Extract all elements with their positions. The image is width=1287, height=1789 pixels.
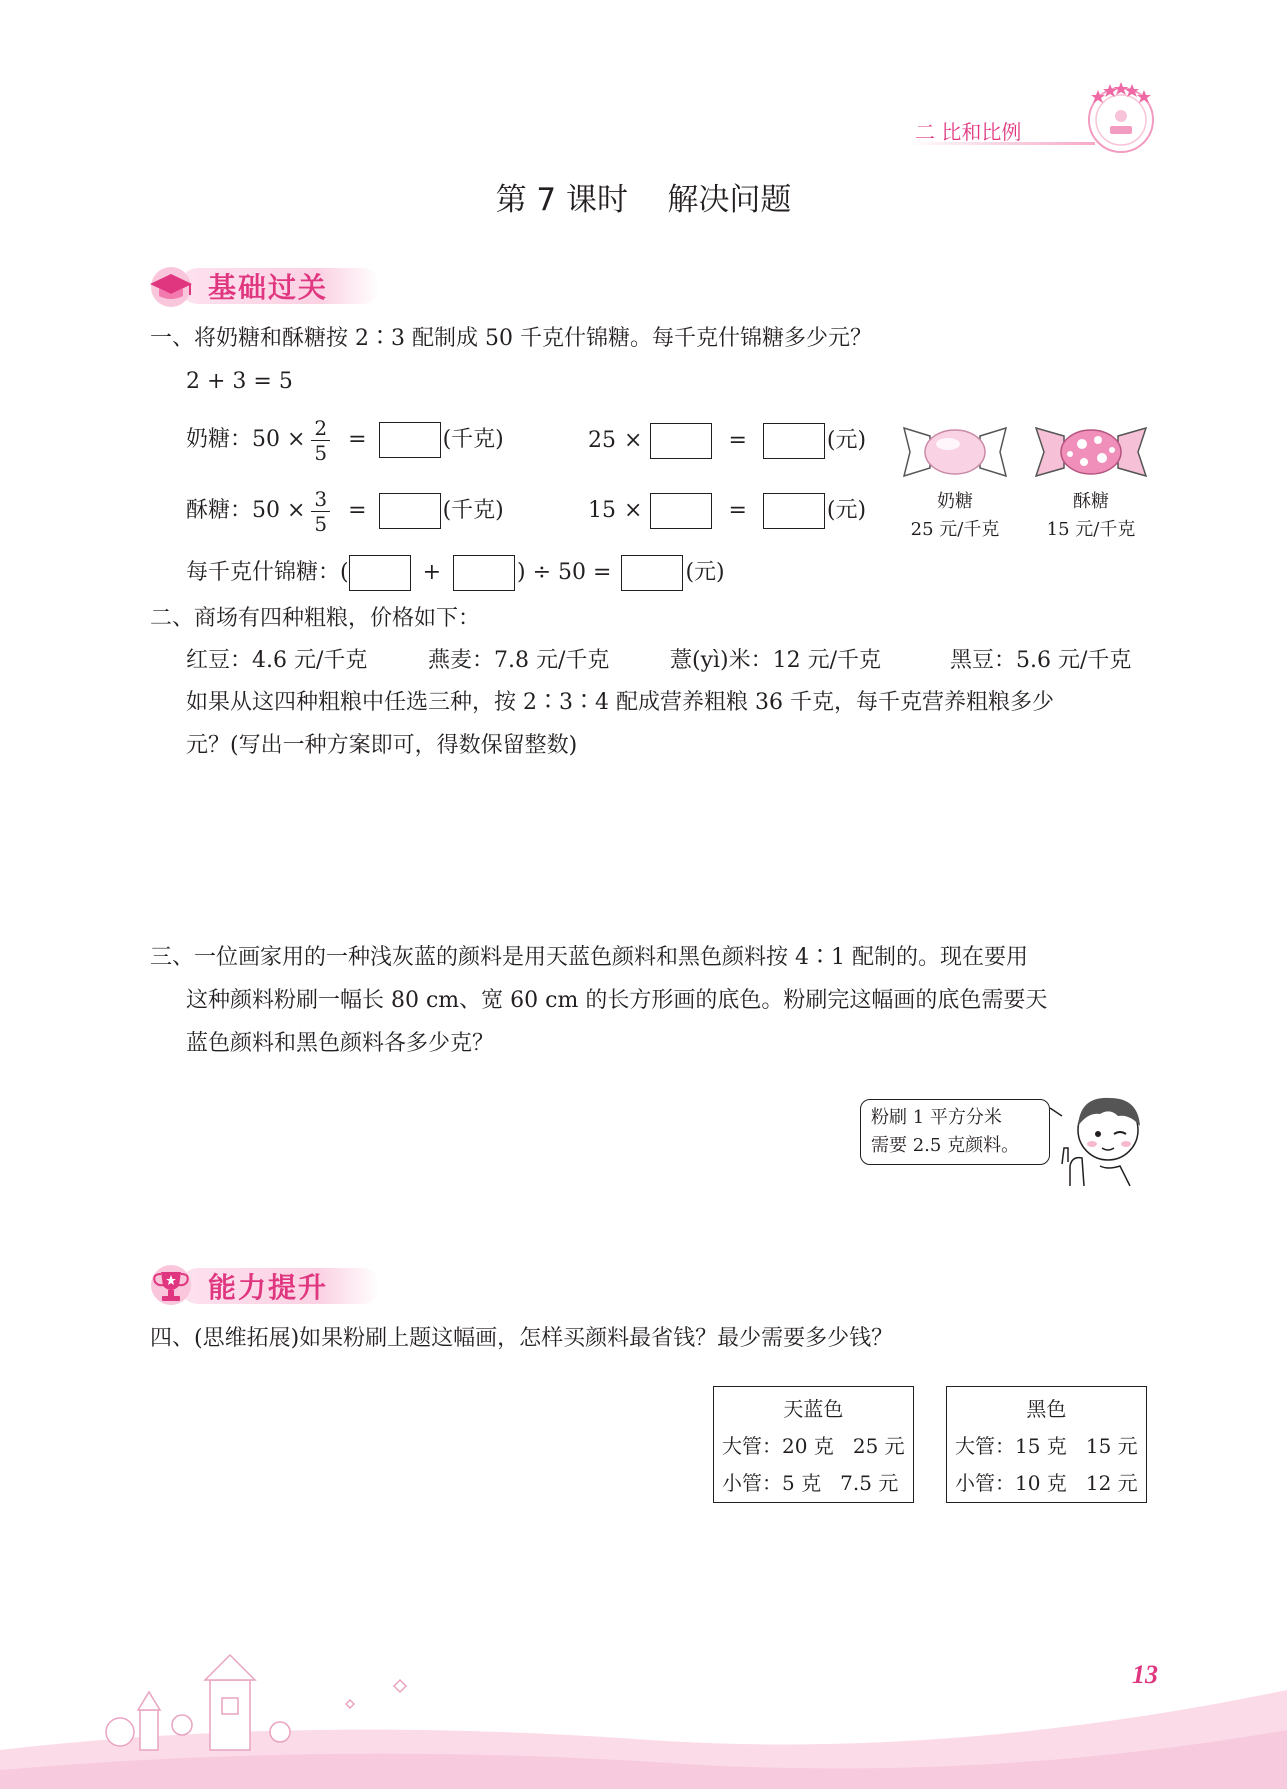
table-row: 大管：20 克 25 元: [722, 1434, 905, 1458]
table-title: 天蓝色: [783, 1397, 844, 1421]
candy1-price: 25 元/千克: [910, 519, 1000, 540]
crisp-candy-icon: [1032, 424, 1150, 482]
page-number: 13: [1132, 1660, 1158, 1689]
candy2-price: 15 元/千克: [1046, 519, 1136, 540]
q2-line1: 如果从这四种粗粮中任选三种，按 2∶3∶4 配成营养粗粮 36 千克，每千克营养粗粮多少: [186, 690, 1054, 715]
q3-line3: 蓝色颜料和黑色颜料各多少克？: [186, 1031, 495, 1056]
q1-crisp-cost-row: [588, 494, 866, 528]
q3-line1: 三、一位画家用的一种浅灰蓝的颜料是用天蓝色颜料和黑色颜料按 4∶1 配制的。现在要用: [150, 945, 1028, 970]
bubble-line2: 需要 2.5 克颜料。: [871, 1135, 1020, 1156]
answer-box[interactable]: [621, 555, 683, 591]
q3-line2: 这种颜料粉刷一幅长 80 cm、宽 60 cm 的长方形画的底色。粉刷完这幅画的底色需要天: [186, 988, 1048, 1013]
q2-grain-0: 红豆：4.6 元/千克: [186, 648, 368, 673]
price-value: 25: [588, 428, 616, 453]
fraction-numerator: 3: [311, 487, 330, 512]
boy-icon: [1040, 1086, 1160, 1186]
q1-mix-label: 每千克什锦糖：(: [186, 560, 349, 585]
q2-grain-3: 黑豆：5.6 元/千克: [950, 648, 1132, 673]
answer-box[interactable]: [650, 423, 712, 459]
page-title: 第 7 课时 解决问题: [495, 182, 792, 218]
candy2-name: 酥糖: [1073, 491, 1109, 512]
answer-box[interactable]: [379, 422, 441, 458]
equals-sign: =: [728, 428, 747, 453]
answer-box[interactable]: [453, 555, 515, 591]
equals-sign: =: [348, 498, 367, 523]
price-table-sky-blue: [713, 1386, 914, 1503]
price-value: 15: [588, 498, 616, 523]
graduation-cap-icon: [146, 262, 196, 308]
times-sign: ×: [624, 428, 643, 453]
q1-question: 一、将奶糖和酥糖按 2∶3 配制成 50 千克什锦糖。每千克什锦糖多少元？: [150, 326, 872, 351]
section-advanced-title: 能力提升: [208, 1271, 329, 1304]
table-row: 小管：5 克 7.5 元: [722, 1471, 899, 1495]
q1-milk-row: [186, 412, 504, 468]
trophy-icon: [146, 1262, 196, 1308]
table-title: 黑色: [1026, 1397, 1067, 1421]
q1-crisp-row: [186, 483, 504, 539]
table-row: 大管：15 克 15 元: [955, 1434, 1138, 1458]
q1-mix-tail: ) ÷ 50 =: [517, 560, 612, 585]
price-table-black: [946, 1386, 1147, 1503]
q1-step0: 2 + 3 = 5: [186, 369, 293, 394]
section-advanced: [146, 1262, 386, 1308]
q1-milk-cost-row: [588, 424, 866, 458]
chapter-label: 二 比和比例: [915, 120, 1022, 144]
fraction-denominator: 5: [314, 511, 328, 536]
bubble-line1: 粉刷 1 平方分米: [871, 1107, 1002, 1128]
equals-sign: =: [728, 498, 747, 523]
footer-wave-decoration: [0, 1620, 1287, 1789]
times-sign: ×: [624, 498, 643, 523]
candy1-caption: [895, 488, 1015, 544]
unit-yuan: (元): [685, 560, 725, 585]
fraction-numerator: 2: [311, 416, 330, 441]
equals-sign: =: [348, 427, 367, 452]
q2-grain-1: 燕麦：7.8 元/千克: [428, 648, 610, 673]
speech-bubble: [860, 1099, 1050, 1165]
q2-line2: 元？(写出一种方案即可，得数保留整数): [186, 733, 578, 758]
section-basic: [146, 262, 386, 308]
table-row: 小管：10 克 12 元: [955, 1471, 1138, 1495]
brand-logo-icon: [1080, 76, 1162, 156]
answer-box[interactable]: [650, 493, 712, 529]
unit-yuan: (元): [826, 498, 867, 523]
plus-sign: +: [422, 560, 442, 585]
answer-box[interactable]: [763, 423, 825, 459]
answer-box[interactable]: [763, 493, 825, 529]
unit-kg: (千克): [442, 498, 504, 523]
fraction-denominator: 5: [314, 440, 328, 465]
q1-crisp-label: 酥糖：50 ×: [186, 498, 306, 523]
answer-box[interactable]: [379, 493, 441, 529]
chapter-tab: [905, 118, 1095, 144]
q1-crisp-fraction: [311, 487, 330, 536]
q1-milk-fraction: [311, 416, 330, 465]
section-basic-title: 基础过关: [208, 271, 329, 304]
unit-yuan: (元): [826, 428, 867, 453]
q2-grain-2: 薏(yì)米：12 元/千克: [670, 648, 882, 673]
q1-mix-row: [186, 555, 725, 591]
q4-question: 四、(思维拓展)如果粉刷上题这幅画，怎样买颜料最省钱？最少需要多少钱？: [150, 1326, 894, 1351]
answer-box[interactable]: [349, 555, 411, 591]
q1-milk-label: 奶糖：50 ×: [186, 427, 306, 452]
unit-kg: (千克): [442, 427, 504, 452]
q2-question: 二、商场有四种粗粮，价格如下：: [150, 606, 481, 631]
candy1-name: 奶糖: [937, 491, 973, 512]
candy2-caption: [1031, 488, 1151, 544]
milk-candy-icon: [900, 424, 1010, 482]
